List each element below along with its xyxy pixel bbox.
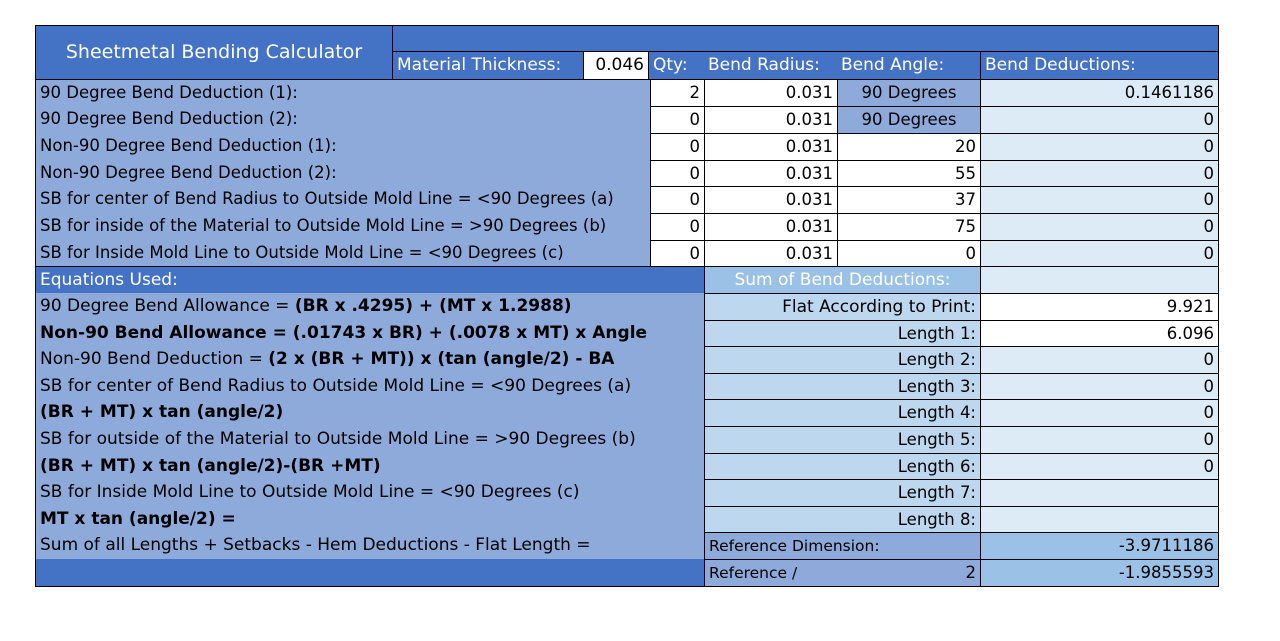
length-label: Length 5: — [705, 426, 980, 453]
bend-deduction-value: 0 — [980, 160, 1218, 186]
bend-angle-input[interactable]: 0 — [837, 240, 980, 266]
equations-footer-band — [36, 559, 704, 586]
qty-input[interactable]: 0 — [650, 213, 704, 240]
length-input[interactable]: 0 — [980, 399, 1218, 426]
bend-radius-input[interactable]: 0.031 — [704, 80, 837, 106]
reference-value: -1.9855593 — [980, 559, 1218, 586]
flat-print-input[interactable]: 9.921 — [980, 293, 1218, 320]
bend-radius-input[interactable]: 0.031 — [704, 133, 837, 160]
equation-sb-a-title: SB for center of Bend Radius to Outside Mold Line = <90 Degrees (a) — [36, 373, 704, 399]
header-top-band — [393, 26, 1218, 52]
material-thickness-label: Material Thickness: — [393, 52, 583, 79]
bend-deduction-value: 0 — [980, 186, 1218, 213]
bend-angle-input[interactable]: 20 — [837, 133, 980, 160]
flat-print-label: Flat According to Print: — [705, 293, 980, 320]
qty-input[interactable]: 0 — [650, 160, 704, 186]
length-label: Length 3: — [705, 373, 980, 399]
equation-formula: (BR x .4295) + (MT x 1.2988) — [294, 296, 572, 316]
length-label: Length 1: — [705, 320, 980, 346]
reference-dimension-value: -3.9711186 — [980, 532, 1218, 559]
row-label: 90 Degree Bend Deduction (1): — [36, 80, 650, 106]
bend-deduction-value: 0.1461186 — [980, 80, 1218, 106]
equation-ba-90 — [36, 293, 704, 320]
length-input[interactable]: 0 — [980, 453, 1218, 479]
bend-angle-select[interactable]: 90 Degrees — [837, 106, 980, 133]
bend-deductions-header: Bend Deductions: — [980, 52, 1218, 79]
bend-radius-input[interactable]: 0.031 — [704, 106, 837, 133]
bend-angle-input[interactable]: 75 — [837, 213, 980, 240]
equation-sb-c-title: SB for Inside Mold Line to Outside Mold Line = <90 Degrees (c) — [36, 479, 704, 506]
bend-radius-input[interactable]: 0.031 — [704, 240, 837, 266]
equation-bd-non90 — [36, 346, 704, 373]
bend-radius-input[interactable]: 0.031 — [704, 160, 837, 186]
bend-radius-input[interactable]: 0.031 — [704, 186, 837, 213]
length-label: Length 6: — [705, 453, 980, 479]
material-thickness-input[interactable]: 0.046 — [583, 52, 649, 79]
bend-angle-input[interactable]: 37 — [837, 186, 980, 213]
equation-sb-b-title: SB for outside of the Material to Outside Mold Line = >90 Degrees (b) — [36, 426, 704, 453]
length-input[interactable]: 0 — [980, 426, 1218, 453]
length-input[interactable]: 6.096 — [980, 320, 1218, 346]
reference-dimension-label: Reference Dimension: — [705, 532, 980, 559]
sum-deductions-value — [980, 267, 1218, 293]
bend-deduction-value: 0 — [980, 213, 1218, 240]
length-input[interactable]: 0 — [980, 346, 1218, 373]
qty-input[interactable]: 0 — [650, 133, 704, 160]
bend-radius-header: Bend Radius: — [704, 52, 837, 79]
bend-angle-input[interactable]: 55 — [837, 160, 980, 186]
length-input[interactable] — [980, 479, 1218, 506]
row-label: SB for inside of the Material to Outside Mold Line = >90 Degrees (b) — [36, 213, 650, 240]
reference-label: Reference / — [705, 559, 905, 586]
equation-sb-b-formula: (BR + MT) x tan (angle/2)-(BR +MT) — [36, 453, 704, 479]
equations-header: Equations Used: — [36, 267, 704, 293]
equation-sb-a-formula: (BR + MT) x tan (angle/2) — [36, 399, 704, 426]
length-input[interactable]: 0 — [980, 373, 1218, 399]
bend-deduction-value: 0 — [980, 106, 1218, 133]
equation-formula: (2 x (BR + MT)) x (tan (angle/2) - BA — [268, 349, 615, 369]
equation-text: Non-90 Bend Deduction = — [40, 349, 269, 369]
length-label: Length 7: — [705, 479, 980, 506]
row-label: SB for center of Bend Radius to Outside Mold Line = <90 Degrees (a) — [36, 186, 650, 213]
equation-ba-non90: Non-90 Bend Allowance = (.01743 x BR) + (.0078 x MT) x Angle — [36, 320, 704, 346]
bend-deduction-value: 0 — [980, 133, 1218, 160]
bend-angle-select[interactable]: 90 Degrees — [837, 80, 980, 106]
qty-input[interactable]: 0 — [650, 240, 704, 266]
bend-angle-header: Bend Angle: — [837, 52, 980, 79]
equation-reference: Sum of all Lengths + Setbacks - Hem Deductions - Flat Length = — [36, 532, 704, 559]
sum-deductions-label: Sum of Bend Deductions: — [705, 267, 980, 293]
spreadsheet — [35, 25, 1219, 587]
equation-sb-c-formula: MT x tan (angle/2) = — [36, 506, 704, 532]
row-label: Non-90 Degree Bend Deduction (1): — [36, 133, 650, 159]
qty-input[interactable]: 0 — [650, 106, 704, 133]
length-input[interactable] — [980, 506, 1218, 532]
bend-radius-input[interactable]: 0.031 — [704, 213, 837, 240]
qty-input[interactable]: 2 — [650, 80, 704, 106]
bend-deduction-value: 0 — [980, 240, 1218, 266]
row-label: 90 Degree Bend Deduction (2): — [36, 106, 650, 132]
row-label: Non-90 Degree Bend Deduction (2): — [36, 160, 650, 186]
length-label: Length 2: — [705, 346, 980, 373]
row-label: SB for Inside Mold Line to Outside Mold Line = <90 Degrees (c) — [36, 240, 650, 266]
length-label: Length 8: — [705, 506, 980, 532]
qty-input[interactable]: 0 — [650, 186, 704, 213]
length-label: Length 4: — [705, 399, 980, 426]
qty-header: Qty: — [649, 52, 704, 79]
calculator-title: Sheetmetal Bending Calculator — [36, 26, 393, 79]
reference-divisor-input[interactable]: 2 — [905, 559, 980, 586]
equation-text: 90 Degree Bend Allowance = — [40, 296, 295, 316]
